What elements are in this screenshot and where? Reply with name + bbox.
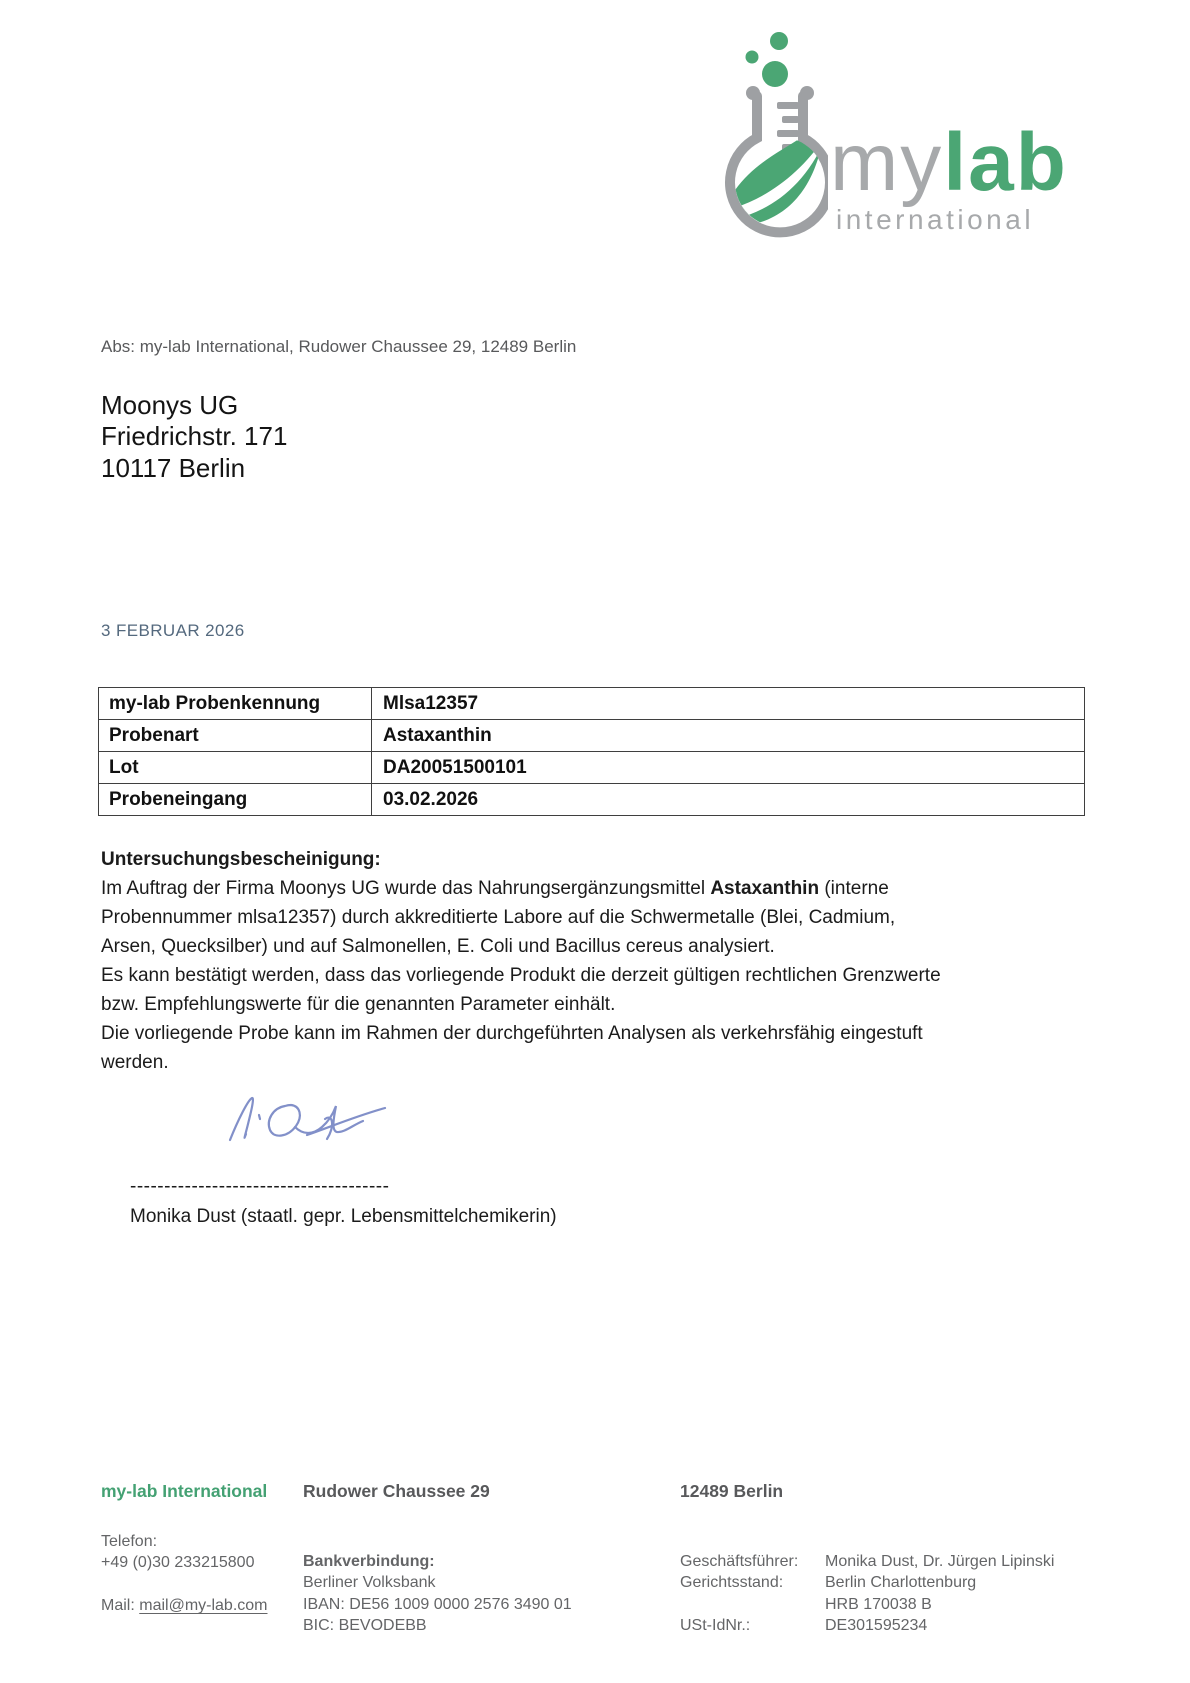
mail-link[interactable]: mail@my-lab.com bbox=[139, 1597, 268, 1614]
letter-date: 3 FEBRUAR 2026 bbox=[101, 621, 245, 640]
signature-image bbox=[222, 1088, 397, 1152]
body-line: Probennummer mlsa12357) durch akkreditierte Labore auf die Schwermetalle (Blei, Cadmium, bbox=[101, 907, 896, 928]
body-line: Es kann bestätigt werden, dass das vorliegende Produkt die derzeit gültigen rechtlichen Grenzwerte bbox=[101, 965, 941, 986]
logo-subtitle: international bbox=[836, 204, 1035, 235]
footer-bank-block bbox=[303, 1551, 572, 1636]
body-line: Im Auftrag der Firma Moonys UG wurde das Nahrungsergänzungsmittel Astaxanthin (interne bbox=[101, 878, 889, 899]
bank-name: Berliner Volksbank bbox=[303, 1574, 436, 1592]
body-line: werden. bbox=[101, 1052, 169, 1073]
footer-street: Rudower Chaussee 29 bbox=[303, 1481, 490, 1501]
legal-label: USt-IdNr.: bbox=[680, 1616, 751, 1634]
table-value-cell: Astaxanthin bbox=[372, 720, 1085, 752]
sender-line: Abs: my-lab International, Rudower Chaussee 29, 12489 Berlin bbox=[101, 337, 577, 356]
recipient-address bbox=[101, 390, 287, 484]
bank-bic: BIC: BEVODEBB bbox=[303, 1616, 427, 1634]
legal-value: HRB 170038 B bbox=[825, 1595, 932, 1613]
table-row bbox=[99, 720, 1085, 752]
table-value-cell: Mlsa12357 bbox=[372, 688, 1085, 720]
logo-wordmark bbox=[830, 118, 1068, 208]
table-row bbox=[99, 688, 1085, 720]
table-row bbox=[99, 784, 1085, 816]
sample-info-table bbox=[98, 687, 1085, 816]
legal-value: Berlin Charlottenburg bbox=[825, 1574, 977, 1592]
legal-value: Monika Dust, Dr. Jürgen Lipinski bbox=[825, 1553, 1055, 1570]
flask-logo-icon bbox=[713, 28, 828, 240]
signature-rule: -------------------------------------- bbox=[130, 1176, 390, 1197]
logo-word-lab: lab bbox=[943, 117, 1068, 208]
table-row bbox=[99, 752, 1085, 784]
legal-label: Gerichtsstand: bbox=[680, 1574, 784, 1592]
recipient-city: 10117 Berlin bbox=[101, 452, 246, 483]
body-line: Arsen, Quecksilber) und auf Salmonellen, E. Coli und Bacillus cereus analysiert. bbox=[101, 936, 775, 957]
recipient-name: Moonys UG bbox=[101, 390, 239, 420]
table-value-cell: 03.02.2026 bbox=[372, 784, 1085, 816]
mail-label: Mail: bbox=[101, 1597, 140, 1614]
body-line: bzw. Empfehlungswerte für die genannten Parameter einhält. bbox=[101, 994, 616, 1015]
footer-city: 12489 Berlin bbox=[680, 1481, 784, 1501]
sample-name-bold: Astaxanthin bbox=[710, 878, 820, 899]
table-label-cell: Lot bbox=[99, 752, 372, 784]
footer-mail-block bbox=[101, 1595, 268, 1616]
logo-word-my: my bbox=[830, 117, 944, 208]
bank-title: Bankverbindung: bbox=[303, 1553, 435, 1570]
legal-value: DE301595234 bbox=[825, 1616, 928, 1634]
table-label-cell: Probenart bbox=[99, 720, 372, 752]
phone-label: Telefon: bbox=[101, 1533, 158, 1550]
footer-legal-block bbox=[680, 1551, 1054, 1636]
table-label-cell: Probeneingang bbox=[99, 784, 372, 816]
table-label-cell: my-lab Probenkennung bbox=[99, 688, 372, 720]
body-line: Die vorliegende Probe kann im Rahmen der durchgeführten Analysen als verkehrsfähig eingestuft bbox=[101, 1023, 923, 1044]
signatory-name: Monika Dust (staatl. gepr. Lebensmittelchemikerin) bbox=[130, 1206, 557, 1227]
footer-company: my-lab International bbox=[101, 1481, 268, 1501]
legal-label bbox=[680, 1594, 825, 1615]
legal-label: Geschäftsführer: bbox=[680, 1553, 799, 1570]
bank-iban: IBAN: DE56 1009 0000 2576 3490 01 bbox=[303, 1595, 572, 1613]
phone-number: +49 (0)30 233215800 bbox=[101, 1554, 255, 1572]
footer-phone-block bbox=[101, 1531, 254, 1574]
certificate-body bbox=[101, 845, 1111, 1077]
table-value-cell: DA20051500101 bbox=[372, 752, 1085, 784]
certificate-heading: Untersuchungsbescheinigung: bbox=[101, 849, 381, 870]
recipient-street: Friedrichstr. 171 bbox=[101, 421, 288, 452]
